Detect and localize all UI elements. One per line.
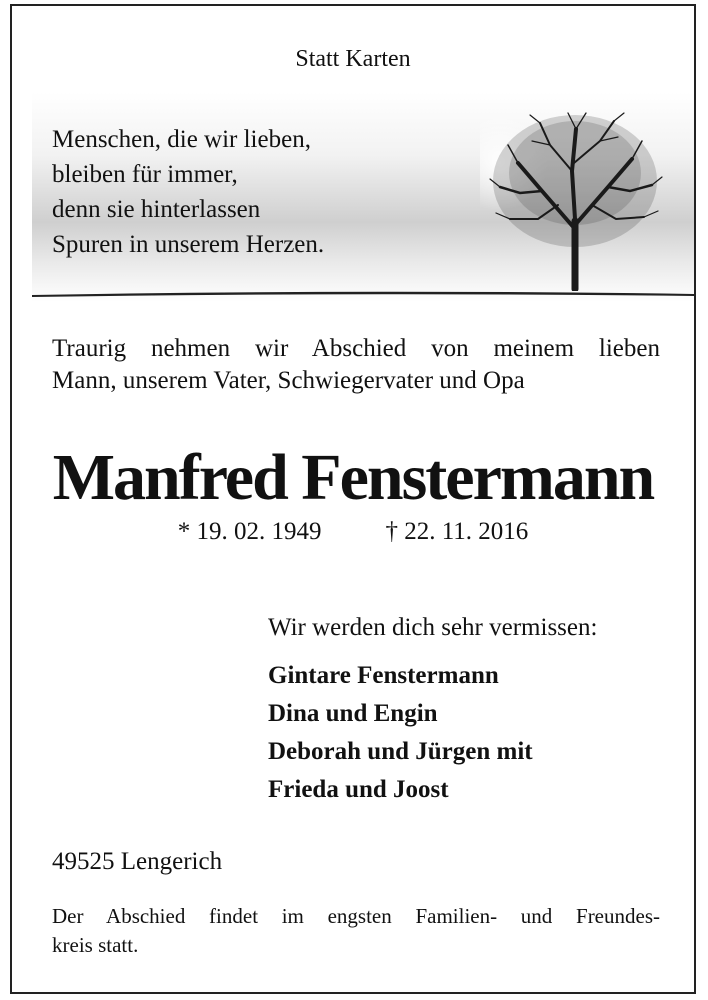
mourner-name: Frieda und Joost bbox=[268, 776, 449, 803]
mourners-intro: Wir werden dich sehr vermissen: bbox=[268, 614, 598, 641]
note-line: Der Abschied findet im engsten Familien- und Freundes- bbox=[52, 904, 660, 928]
life-dates bbox=[12, 518, 694, 546]
header-statt-karten: Statt Karten bbox=[295, 46, 411, 72]
mourner-name: Deborah und Jürgen mit bbox=[268, 738, 533, 765]
mourner-name: Dina und Engin bbox=[268, 700, 438, 727]
location: 49525 Lengerich bbox=[52, 848, 223, 875]
horizon-line bbox=[32, 289, 696, 299]
intro-line: Traurig nehmen wir Abschied von meinem lieben bbox=[52, 335, 660, 362]
farewell-note bbox=[52, 902, 660, 960]
poem-line: denn sie hinterlassen bbox=[52, 196, 261, 223]
mourners bbox=[268, 611, 597, 809]
poem bbox=[52, 122, 324, 262]
tree-icon bbox=[480, 101, 670, 291]
poem-line: Spuren in unserem Herzen. bbox=[52, 231, 325, 258]
mourner-name: Gintare Fenstermann bbox=[268, 662, 499, 689]
deceased-name: Manfred Fenstermann bbox=[52, 441, 654, 514]
poem-line: bleiben für immer, bbox=[52, 161, 238, 188]
note-line: kreis statt. bbox=[52, 933, 139, 957]
death-date: † 22. 11. 2016 bbox=[385, 518, 529, 545]
birth-date: * 19. 02. 1949 bbox=[177, 518, 322, 545]
obituary-card bbox=[10, 4, 696, 994]
intro-text bbox=[52, 333, 660, 397]
poem-line: Menschen, die wir lieben, bbox=[52, 126, 311, 153]
intro-line: Mann, unserem Vater, Schwiegervater und Opa bbox=[52, 367, 525, 394]
